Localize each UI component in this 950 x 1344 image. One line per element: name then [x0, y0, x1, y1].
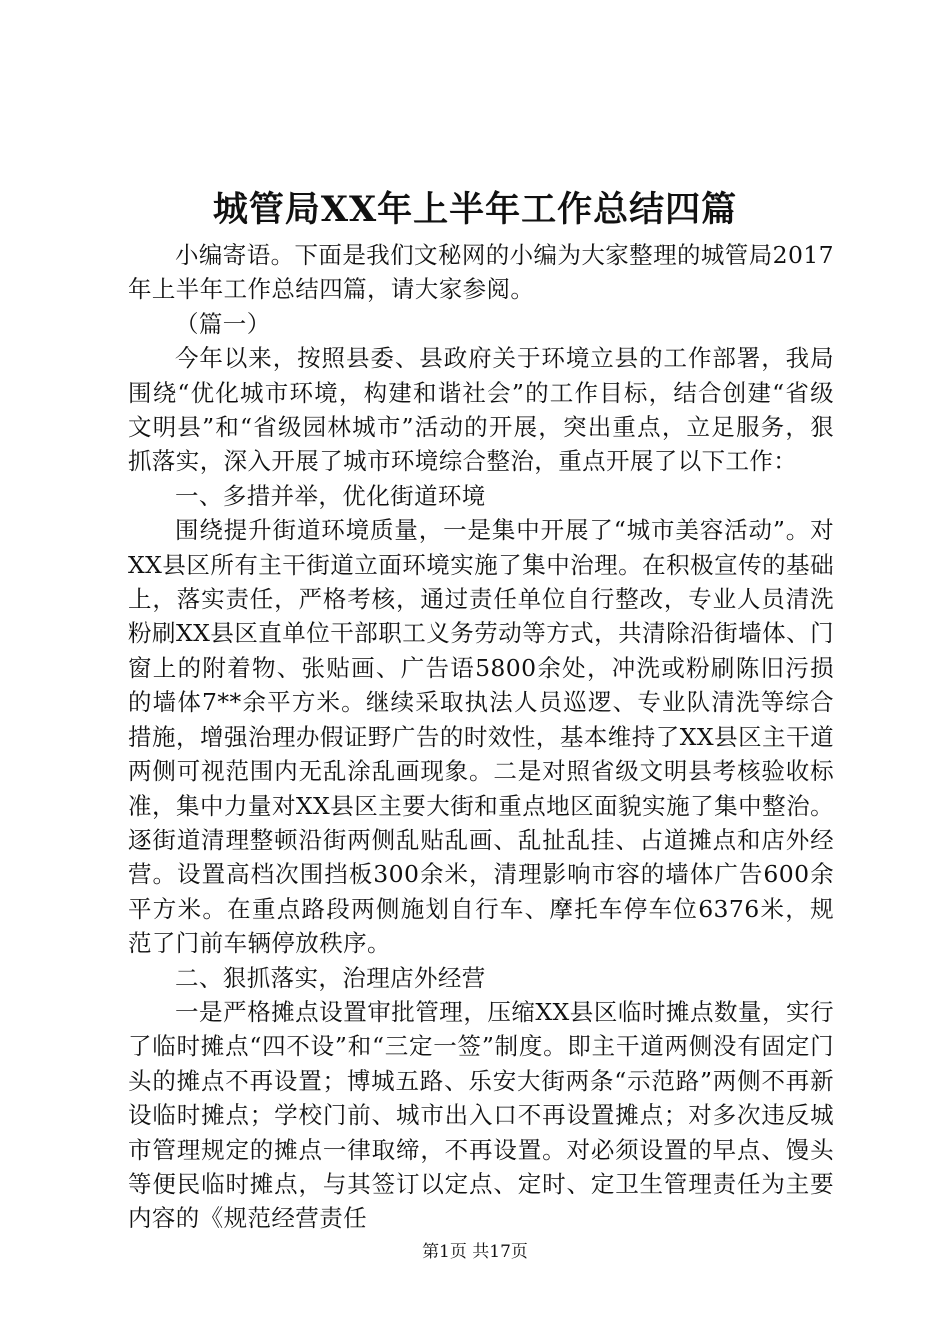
body-paragraph: 围绕提升街道环境质量，一是集中开展了“城市美容活动”。对XX县区所有主干街道立面环境实施了集中治理。在积极宣传的基础上，落实责任，严格考核，通过责任单位自行整改，专业人员清洗粉刷XX县区直单位干部职工义务劳动等方式，共清除沿街墙体、门窗上的附着物、张贴画、广告语5800余处，冲洗或粉刷陈旧污损的墙体7**余平方米。继续采取执法人员巡逻、专业队清洗等综合措施，增强治理办假证野广告的时效性，基本维持了XX县区主干道两侧可视范围内无乱涂乱画现象。二是对照省级文明县考核验收标准，集中力量对XX县区主要大街和重点地区面貌实施了集中整治。逐街道清理整顿沿街两侧乱贴乱画、乱扯乱挂、占道摊点和店外经营。设置高档次围挡板300余米，清理影响市容的墙体广告600余平方米。在重点路段两侧施划自行车、摩托车停车位6376米，规范了门前车辆停放秩序。: [128, 516, 834, 958]
document-title: 城管局XX年上半年工作总结四篇: [212, 189, 738, 230]
section-heading: 一、多措并举，优化街道环境: [175, 481, 486, 510]
section-label: （篇一）: [175, 309, 271, 338]
intro-paragraph: 小编寄语。下面是我们文秘网的小编为大家整理的城管局2017年上半年工作总结四篇，请大家参阅。: [128, 241, 834, 304]
document-body: [128, 238, 834, 1236]
body-paragraph: 一是严格摊点设置审批管理，压缩XX县区临时摊点数量，实行了临时摊点“四不设”和“三定一签”制度。即主干道两侧没有固定门头的摊点不再设置；博城五路、乐安大街两条“示范路”两侧不再新设临时摊点；学校门前、城市出入口不再设置摊点；对多次违反城市管理规定的摊点一律取缔，不再设置。对必须设置的早点、馒头等便民临时摊点，与其签订以定点、定时、定卫生管理责任为主要内容的《规范经营责任: [128, 997, 834, 1233]
section-heading: 二、狠抓落实，治理店外经营: [175, 963, 486, 992]
page-footer: 第1页 共17页: [422, 1242, 528, 1262]
body-paragraph: 今年以来，按照县委、县政府关于环境立县的工作部署，我局围绕“优化城市环境，构建和谐社会”的工作目标，结合创建“省级文明县”和“省级园林城市”活动的开展，突出重点，立足服务，狠抓落实，深入开展了城市环境综合整治，重点开展了以下工作：: [128, 344, 834, 476]
